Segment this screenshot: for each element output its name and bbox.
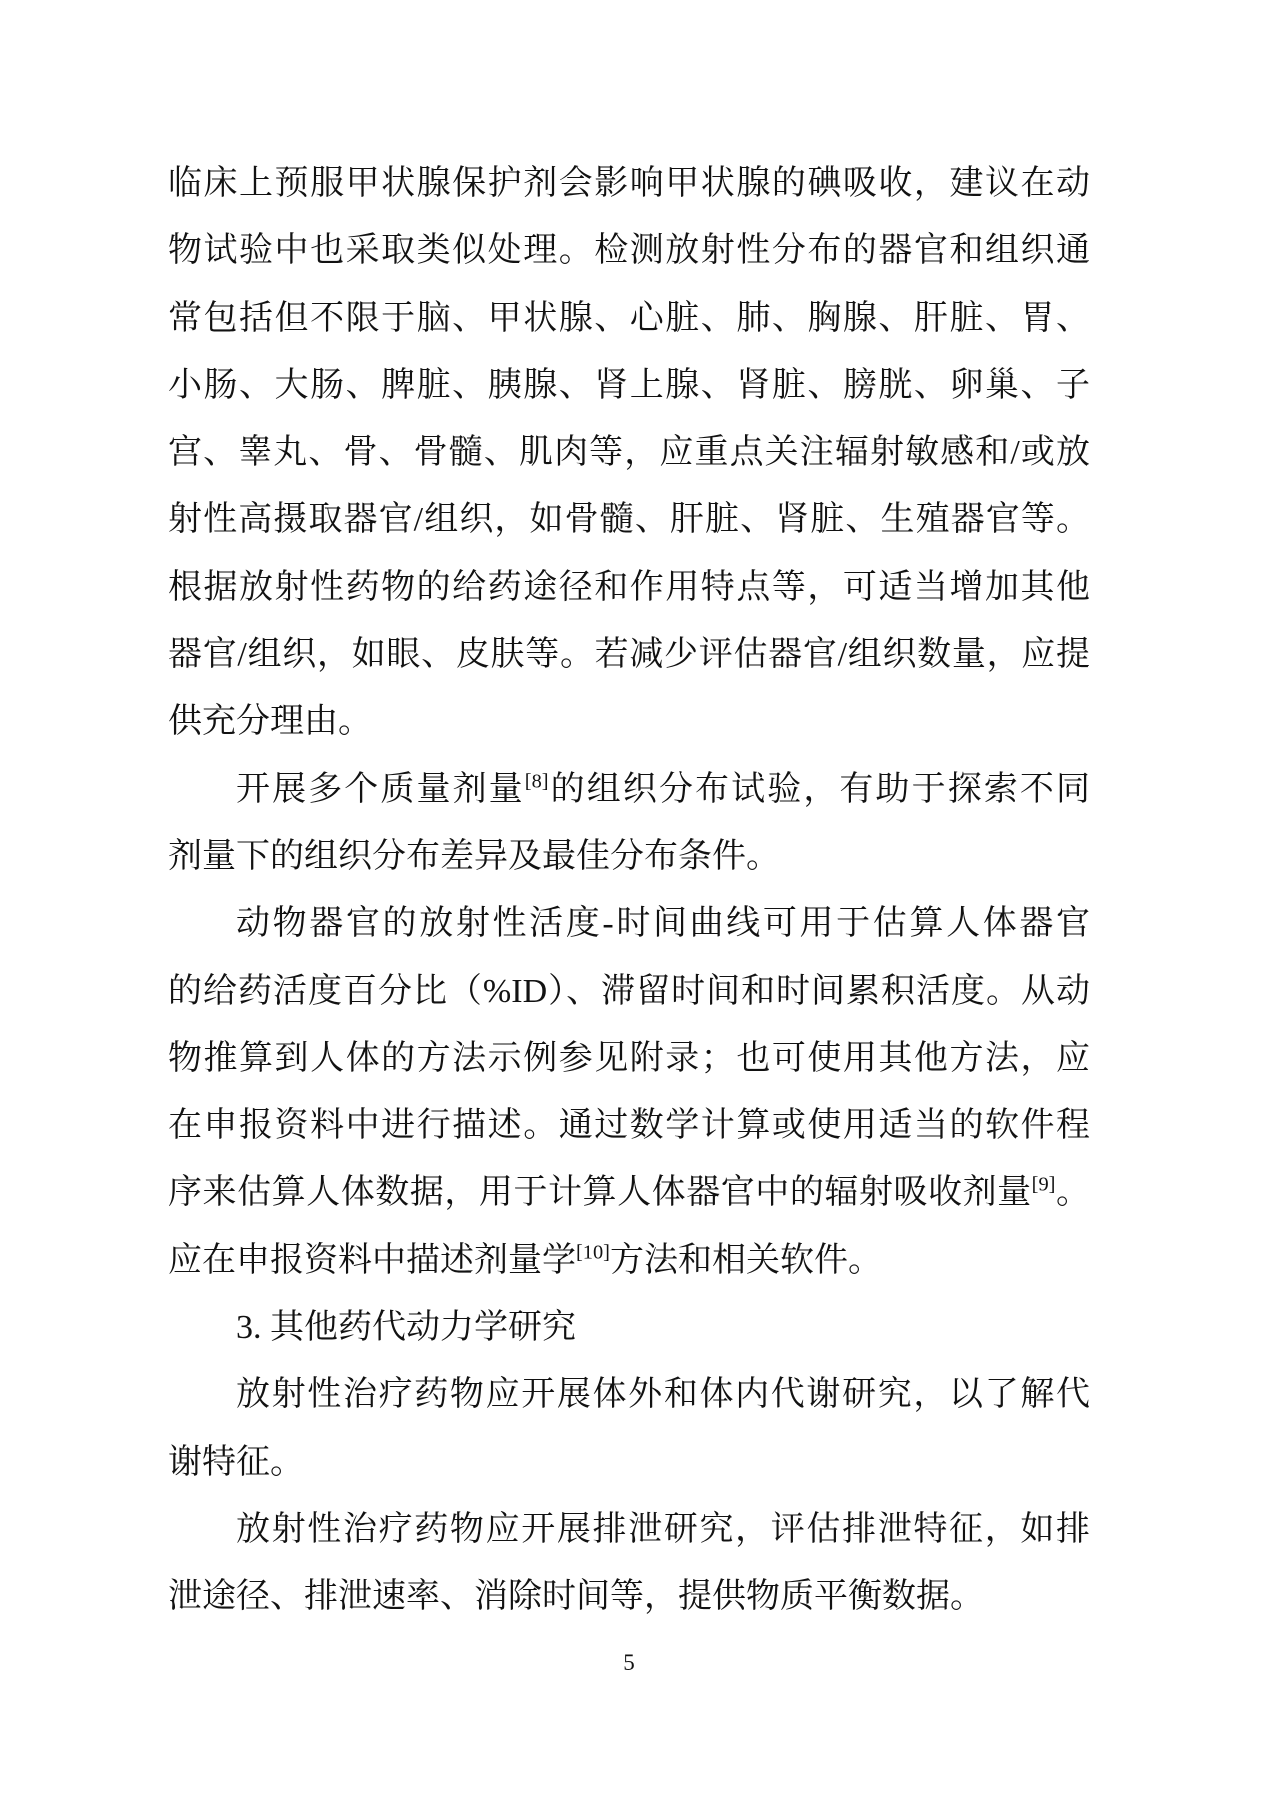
text-line: 泄途径、排泄速率、消除时间等，提供物质平衡数据。 [168, 1578, 984, 1616]
text-line: 3. 其他药代动力学研究 [236, 1309, 576, 1347]
text-line: 宫、睾丸、骨、骨髓、肌肉等，应重点关注辐射敏感和/或放 [168, 434, 1090, 472]
text-line: 物试验中也采取类似处理。检测放射性分布的器官和组织通 [168, 232, 1090, 270]
text-line: 应在申报资料中描述剂量学[10]方法和相关软件。 [168, 1241, 882, 1279]
text-line: 剂量下的组织分布差异及最佳分布条件。 [168, 837, 780, 875]
text-line: 器官/组织，如眼、皮肤等。若减少评估器官/组织数量，应提 [168, 636, 1090, 674]
text-line: 谢特征。 [168, 1443, 304, 1481]
text-line: 常包括但不限于脑、甲状腺、心脏、肺、胸腺、肝脏、胃、 [168, 299, 1090, 337]
footnote-ref: [9] [1031, 1174, 1056, 1197]
text-line: 放射性治疗药物应开展排泄研究，评估排泄特征，如排 [236, 1510, 1090, 1548]
text-line: 动物器官的放射性活度-时间曲线可用于估算人体器官 [236, 905, 1090, 943]
text-line: 放射性治疗药物应开展体外和体内代谢研究，以了解代 [236, 1376, 1090, 1414]
text-line: 临床上预服甲状腺保护剂会影响甲状腺的碘吸收，建议在动 [168, 165, 1090, 202]
text-line: 开展多个质量剂量[8]的组织分布试验，有助于探索不同 [236, 770, 1091, 808]
text-line: 的给药活度百分比（%ID）、滞留时间和时间累积活度。从动 [168, 972, 1090, 1010]
text-line: 供充分理由。 [168, 703, 372, 741]
text-block [168, 150, 1090, 1631]
text-line: 射性高摄取器官/组织，如骨髓、肝脏、肾脏、生殖器官等。 [168, 501, 1090, 539]
page-number: 5 [623, 1650, 635, 1675]
text-line: 序来估算人体数据，用于计算人体器官中的辐射吸收剂量[9]。 [168, 1174, 1090, 1212]
text-line: 根据放射性药物的给药途径和作用特点等，可适当增加其他 [168, 568, 1090, 606]
text-line: 在申报资料中进行描述。通过数学计算或使用适当的软件程 [168, 1107, 1090, 1145]
text-line: 物推算到人体的方法示例参见附录；也可使用其他方法，应 [168, 1039, 1090, 1077]
footnote-ref: [8] [524, 770, 549, 793]
text-line: 小肠、大肠、脾脏、胰腺、肾上腺、肾脏、膀胱、卵巢、子 [168, 366, 1090, 404]
footnote-ref: [10] [576, 1241, 610, 1264]
